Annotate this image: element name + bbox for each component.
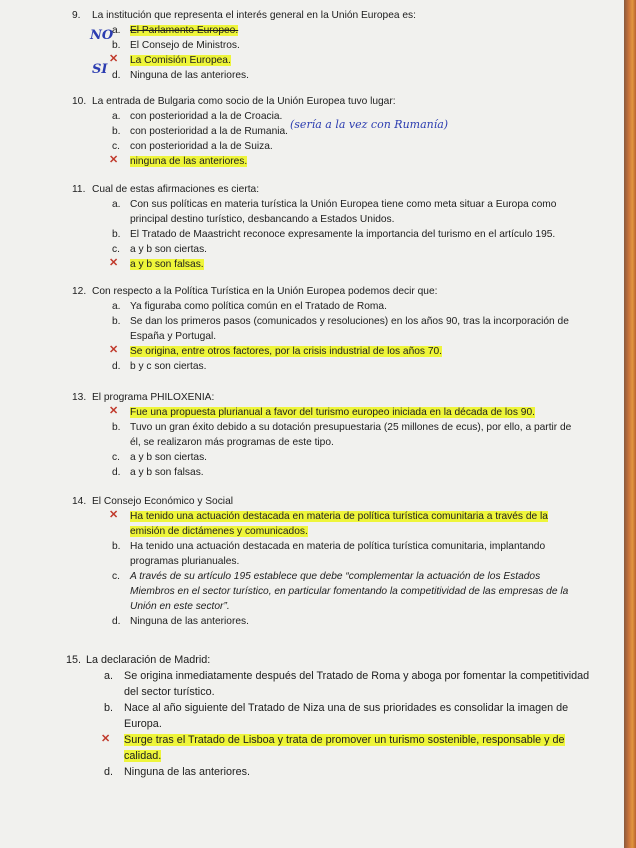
option-letter: d. <box>112 361 121 372</box>
option-letter: d. <box>112 467 121 478</box>
option-text: con posterioridad a la de Rumania. <box>130 126 289 137</box>
answer-x-mark: ✕ <box>109 154 119 166</box>
option-letter: c. <box>112 141 120 152</box>
question-text: Cual de estas afirmaciones es cierta: <box>92 184 260 195</box>
option-letter: a. <box>112 111 121 122</box>
option-text: a y b son falsas. <box>130 259 204 270</box>
option-text: Ha tenido una actuación destacada en materia de política turística comunitaria, implantando programas plurianuales. <box>130 541 546 567</box>
option-text: A través de su artículo 195 establece que debe “complementar la actuación de los Estados Miembros en el sector turístico, en particular fomentando la competitividad de las empresas de la Unión en este sector”. <box>130 571 569 612</box>
option-text: Ha tenido una actuación destacada en materia de política turística comunitaria a través de la emisión de dictámenes y comunicados. <box>130 511 548 537</box>
option-letter: b. <box>112 541 121 552</box>
question-number: 14. <box>72 496 87 507</box>
option-text: Tuvo un gran éxito debido a su dotación presupuestaria (25 millones de ecus), por ello, a partir de él, se realizaron más programas de este tipo. <box>130 422 572 448</box>
option-text: Se dan los primeros pasos (comunicados y resoluciones) en los años 90, tras la incorporación de España y Portugal. <box>130 316 569 342</box>
option-letter: c. <box>112 571 120 582</box>
option-letter: b. <box>112 422 121 433</box>
option-letter: c. <box>112 452 120 463</box>
option-letter: b. <box>112 316 121 327</box>
option-text: con posterioridad a la de Croacia. <box>130 111 283 122</box>
option-text: Ninguna de las anteriores. <box>130 616 249 627</box>
handwritten-no: NO <box>90 28 114 43</box>
question-number: 10. <box>72 96 87 107</box>
option-letter: d. <box>112 616 121 627</box>
option-letter: a. <box>112 199 121 210</box>
option-letter: b. <box>112 126 121 137</box>
option-text: con posterioridad a la de Suiza. <box>130 141 273 152</box>
option-letter: b. <box>104 702 114 714</box>
question-text: El programa PHILOXENIA: <box>92 392 215 403</box>
option-text: Ya figuraba como política común en el Tratado de Roma. <box>130 301 387 312</box>
option-text: a y b son falsas. <box>130 467 204 478</box>
option-text: Nace al año siguiente del Tratado de Niza una de sus prioridades es consolidar la imagen de Europa. <box>124 702 569 730</box>
answer-x-mark: ✕ <box>109 53 119 65</box>
option-letter: b. <box>112 229 121 240</box>
answer-x-mark: ✕ <box>109 344 119 356</box>
option-text: Se origina, entre otros factores, por la crisis industrial de los años 70. <box>130 346 443 357</box>
option-text: El Parlamento Europeo. <box>130 25 239 36</box>
handwritten-si: SI <box>92 62 108 77</box>
question-14 <box>0 494 616 629</box>
question-13 <box>0 390 616 480</box>
question-number: 12. <box>72 286 87 297</box>
option-text: Se origina inmediatamente después del Tratado de Roma y aboga por fomentar la competitividad del sector turístico. <box>124 670 590 698</box>
option-text: Ninguna de las anteriores. <box>130 70 249 81</box>
option-text: ninguna de las anteriores. <box>130 156 248 167</box>
option-text: La Comisión Europea. <box>130 55 231 66</box>
option-letter: a. <box>104 670 114 682</box>
question-text: La institución que representa el interés general en la Unión Europea es: <box>92 10 416 21</box>
option-text: El Consejo de Ministros. <box>130 40 240 51</box>
option-text: El Tratado de Maastricht reconoce expresamente la importancia del turismo en el artículo 195. <box>130 229 556 240</box>
option-text: a y b son ciertas. <box>130 244 208 255</box>
option-letter: d. <box>112 70 121 81</box>
question-text: El Consejo Económico y Social <box>92 496 233 507</box>
question-number: 11. <box>72 184 86 195</box>
option-text: Ninguna de las anteriores. <box>124 766 251 778</box>
answer-x-mark: ✕ <box>101 733 111 745</box>
question-text: Con respecto a la Política Turística en la Unión Europea podemos decir que: <box>92 286 438 297</box>
question-15 <box>0 652 616 780</box>
option-letter: b. <box>112 40 121 51</box>
answer-x-mark: ✕ <box>109 257 119 269</box>
answer-x-mark: ✕ <box>109 405 119 417</box>
option-text: Con sus políticas en materia turística la Unión Europea tiene como meta situar a Europa como principal destino turístico, desbancando a Estados Unidos. <box>130 199 557 225</box>
option-letter: a. <box>112 301 121 312</box>
background-edge <box>624 0 636 848</box>
option-text: Fue una propuesta plurianual a favor del turismo europeo iniciada en la década de los 90. <box>130 407 535 418</box>
question-number: 9. <box>72 10 81 21</box>
question-text: La entrada de Bulgaria como socio de la Unión Europea tuvo lugar: <box>92 96 396 107</box>
question-number: 15. <box>66 654 82 666</box>
question-text: La declaración de Madrid: <box>86 654 211 666</box>
question-number: 13. <box>72 392 87 403</box>
handwritten-note: (sería a la vez con Rumanía) <box>290 118 449 131</box>
question-11 <box>0 182 616 272</box>
question-12 <box>0 284 616 374</box>
question-10 <box>0 94 616 169</box>
answer-x-mark: ✕ <box>109 509 119 521</box>
option-text: Surge tras el Tratado de Lisboa y trata de promover un turismo sostenible, responsable y de calidad. <box>124 734 565 762</box>
option-text: a y b son ciertas. <box>130 452 208 463</box>
option-text: b y c son ciertas. <box>130 361 207 372</box>
option-letter: c. <box>112 244 120 255</box>
option-letter: d. <box>104 766 114 778</box>
option-letter: a. <box>112 25 121 36</box>
